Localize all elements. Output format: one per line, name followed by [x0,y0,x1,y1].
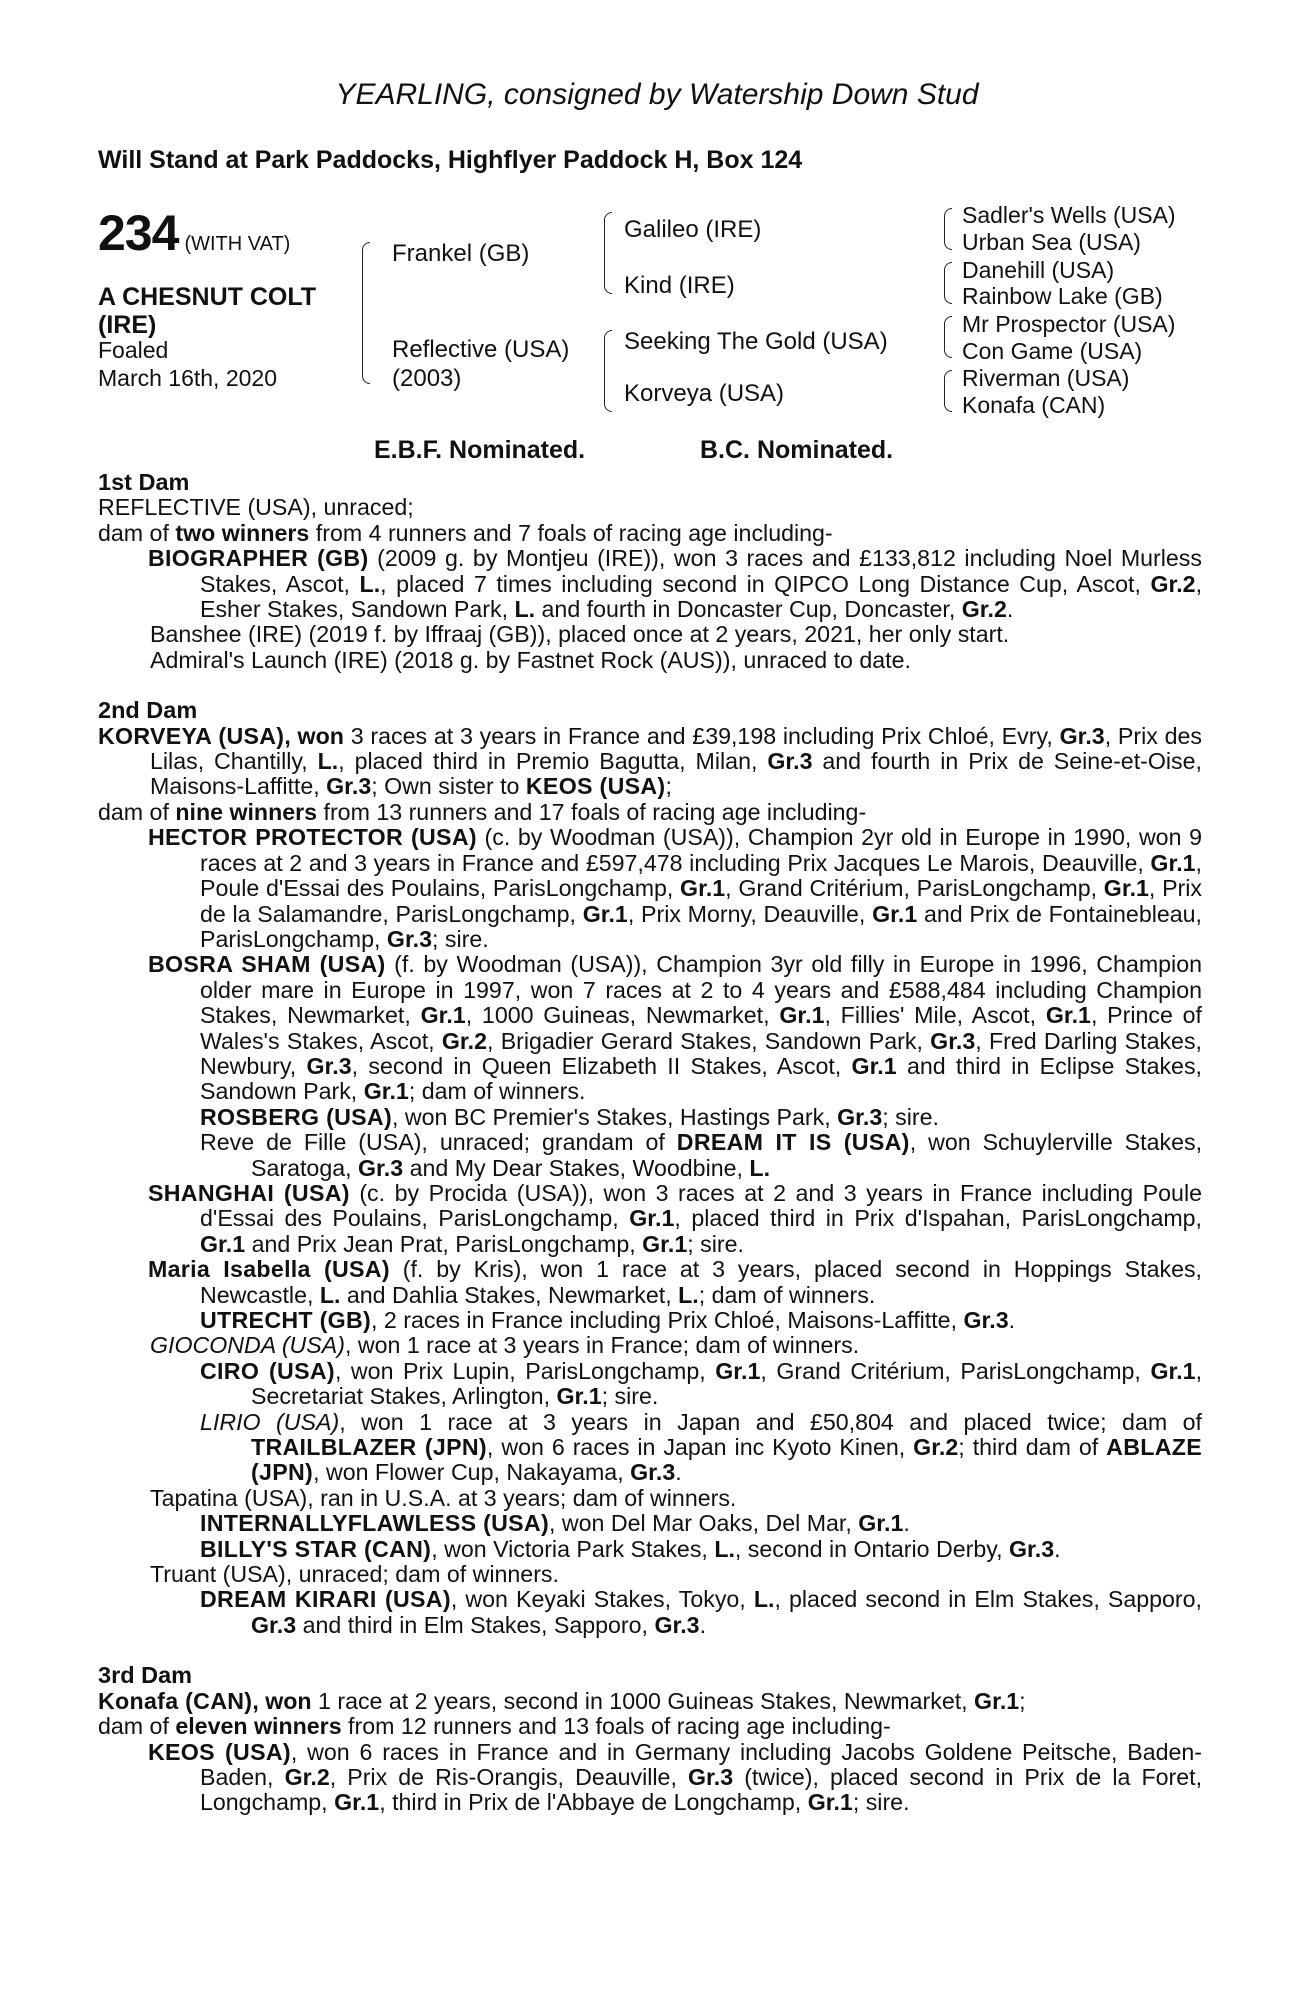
foaled-label: Foaled [98,337,169,363]
ebf-nomination: E.B.F. Nominated. [374,436,586,464]
produce-banshee: Banshee (IRE) (2019 f. by Iffraaj (GB)), placed once at 2 years, 2021, her only start. [150,621,1010,648]
stand-location: Will Stand at Park Paddocks, Highflyer Paddock H, Box 124 [98,146,803,174]
produce-biographer: BIOGRAPHER (GB) (2009 g. by Montjeu (IRE)), won 3 races and £133,812 including Noel Murless Stakes, Ascot, L., placed 7 times including second in QIPCO Long Distance Cup, Ascot, Gr.2, Esher Stakes, Sandown Park, L. and fourth in Doncaster Cup, Doncaster, Gr.2. [148,545,1203,623]
produce-billys: BILLY'S STAR (CAN), won Victoria Park Stakes, L., second in Ontario Derby, Gr.3. [200,1535,1061,1562]
third-dam-heading: 3rd Dam [98,1662,193,1689]
produce-rosberg: ROSBERG (USA), won BC Premier's Stakes, Hastings Park, Gr.3; sire. [200,1103,939,1130]
third-dam-produce: dam of eleven winners from 12 runners and 13 foals of racing age including- [98,1713,891,1740]
horse-description: A CHESNUT COLT [98,283,317,311]
pedigree-brace [944,208,952,250]
first-dam-heading: 1st Dam [98,469,190,495]
pedigree-sire-sire: Galileo (IRE) [624,216,762,243]
pedigree-brace [944,316,952,358]
pedigree-g8: Konafa (CAN) [962,392,1106,418]
pedigree-brace [604,330,612,412]
pedigree-g6: Con Game (USA) [962,338,1143,364]
pedigree-brace [944,370,952,412]
lot-header [98,204,290,262]
produce-hector: HECTOR PROTECTOR (USA) (c. by Woodman (USA)), Champion 2yr old in Europe in 1990, won 9 races at 2 and 3 years in France and £597,478 including Prix Jacques Le Marois, Deauville, Gr.1, Poule d'Essai des Poulains, ParisLongchamp, Gr.1, Grand Critérium, ParisLongchamp, Gr.1, Prix de la Salamandre, ParisLongchamp, Gr.1, Prix Morny, Deauville, Gr.1 and Prix de Fontainebleau, ParisLongchamp, Gr.3; sire. [148,824,1202,952]
pedigree-g7: Riverman (USA) [962,365,1130,391]
lot-number: 234 [98,205,179,261]
pedigree-brace [944,262,952,304]
produce-tapatina: Tapatina (USA), ran in U.S.A. at 3 years; dam of winners. [150,1484,737,1511]
third-dam-konafa: Konafa (CAN), won 1 race at 2 years, second in 1000 Guineas Stakes, Newmarket, Gr.1; [98,1687,1026,1714]
first-dam-line: REFLECTIVE (USA), unraced; [98,494,414,521]
produce-kirari: DREAM KIRARI (USA), won Keyaki Stakes, Tokyo, L., placed second in Elm Stakes, Sapporo, Gr.3 and third in Elm Stakes, Sapporo, Gr.3. [200,1586,1202,1638]
pedigree-dam: Reflective (USA) [392,336,570,363]
consignor-title: YEARLING, consigned by Watership Down Stud [335,78,979,111]
produce-internally: INTERNALLYFLAWLESS (USA), won Del Mar Oaks, Del Mar, Gr.1. [200,1510,910,1537]
produce-ciro: CIRO (USA), won Prix Lupin, ParisLongchamp, Gr.1, Grand Critérium, ParisLongchamp, Gr.1, Secretariat Stakes, Arlington, Gr.1; sire. [200,1357,1203,1410]
first-dam-produce: dam of two winners from 4 runners and 7 foals of racing age including- [98,519,833,546]
second-dam-korveya: KORVEYA (USA), won 3 races at 3 years in France and £39,198 including Prix Chloé, Evry, Gr.3, Prix des Lilas, Chantilly, L., placed third in Premio Bagutta, Milan, Gr.3 and fourth in Prix de Seine-et-Oise, Maisons-Laffitte, Gr.3; Own sister to KEOS (USA); [98,722,1202,800]
pedigree-dam-sire: Seeking The Gold (USA) [624,328,888,355]
pedigree-g4: Rainbow Lake (GB) [962,283,1163,309]
horse-country: (IRE) [98,311,157,339]
pedigree-dam-dam: Korveya (USA) [624,380,785,407]
bc-nomination: B.C. Nominated. [700,436,894,464]
pedigree-brace [362,242,370,384]
pedigree-sire-dam: Kind (IRE) [624,272,735,299]
pedigree-g1: Sadler's Wells (USA) [962,202,1176,228]
produce-admiral: Admiral's Launch (IRE) (2018 g. by Fastnet Rock (AUS)), unraced to date. [150,646,911,673]
produce-utrecht: UTRECHT (GB), 2 races in France including Prix Chloé, Maisons-Laffitte, Gr.3. [200,1307,1016,1333]
pedigree-g2: Urban Sea (USA) [962,229,1141,255]
foaled-date: March 16th, 2020 [98,365,278,391]
produce-lirio: LIRIO (USA), won 1 race at 3 years in Japan and £50,804 and placed twice; dam of TRAILBLAZER (JPN), won 6 races in Japan inc Kyoto Kinen, Gr.2; third dam of ABLAZE (JPN), won Flower Cup, Nakayama, Gr.3. [200,1408,1203,1486]
pedigree-dam-year: (2003) [392,365,462,392]
pedigree-sire: Frankel (GB) [392,240,530,267]
pedigree-g3: Danehill (USA) [962,257,1115,283]
catalogue-body [98,470,1202,1816]
produce-keos: KEOS (USA), won 6 races in France and in Germany including Jacobs Goldene Peitsche, Baden-Baden, Gr.2, Prix de Ris-Orangis, Deauville, Gr.3 (twice), placed second in Prix de la Foret, Longchamp, Gr.1, third in Prix de l'Abbaye de Longchamp, Gr.1; sire. [148,1738,1203,1816]
pedigree-brace [604,212,612,294]
pedigree-g5: Mr Prospector (USA) [962,311,1176,337]
second-dam-heading: 2nd Dam [98,697,198,724]
produce-shanghai: SHANGHAI (USA) (c. by Procida (USA)), won 3 races at 2 and 3 years in France including Poule d'Essai des Poulains, ParisLongchamp, Gr.1, placed third in Prix d'Ispahan, ParisLongchamp, Gr.1 and Prix Jean Prat, ParisLongchamp, Gr.1; sire. [148,1179,1202,1257]
produce-bosra: BOSRA SHAM (USA) (f. by Woodman (USA)), Champion 3yr old filly in Europe in 1996, Champion older mare in Europe in 1997, won 7 races at 2 to 4 years and £588,484 including Champion Stakes, Newmarket, Gr.1, 1000 Guineas, Newmarket, Gr.1, Fillies' Mile, Ascot, Gr.1, Prince of Wales's Stakes, Ascot, Gr.2, Brigadier Gerard Stakes, Sandown Park, Gr.3, Fred Darling Stakes, Newbury, Gr.3, second in Queen Elizabeth II Stakes, Ascot, Gr.1 and third in Eclipse Stakes, Sandown Park, Gr.1; dam of winners. [148,951,1202,1105]
produce-reve: Reve de Fille (USA), unraced; grandam of DREAM IT IS (USA), won Schuylerville Stakes, Saratoga, Gr.3 and My Dear Stakes, Woodbine, L. [200,1129,1203,1181]
lot-vat: (WITH VAT) [184,233,291,255]
produce-maria: Maria Isabella (USA) (f. by Kris), won 1 race at 3 years, placed second in Hoppings Stakes, Newcastle, L. and Dahlia Stakes, Newmarket, L.; dam of winners. [148,1256,1203,1308]
second-dam-produce: dam of nine winners from 13 runners and 17 foals of racing age including- [98,798,867,825]
produce-truant: Truant (USA), unraced; dam of winners. [150,1561,559,1588]
produce-gioconda: GIOCONDA (USA), won 1 race at 3 years in France; dam of winners. [150,1332,860,1359]
